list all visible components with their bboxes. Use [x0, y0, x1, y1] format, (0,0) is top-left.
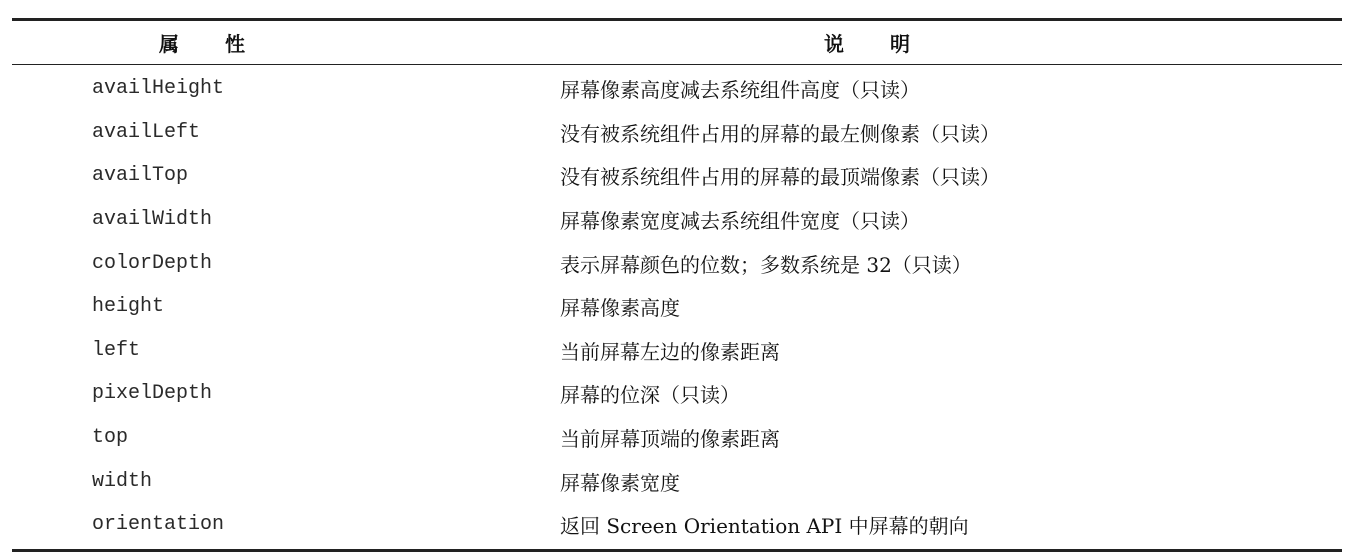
table-body — [12, 65, 1342, 547]
header-description-char-1: 说 — [824, 32, 844, 56]
table-bottom-rule — [12, 549, 1342, 552]
table-row — [12, 111, 1342, 155]
header-property — [12, 28, 392, 57]
property-description: 屏幕像素宽度减去系统组件宽度（只读） — [560, 209, 920, 234]
property-name: colorDepth — [92, 251, 213, 275]
property-description: 屏幕像素高度 — [560, 296, 680, 321]
table-header — [12, 21, 1342, 64]
property-name: availHeight — [92, 77, 225, 101]
property-name: availWidth — [92, 208, 213, 232]
table-row — [12, 154, 1342, 198]
table-row — [12, 416, 1342, 460]
property-name: left — [92, 338, 141, 362]
header-description — [392, 28, 1342, 57]
table-row — [12, 241, 1342, 285]
table-row — [12, 459, 1342, 503]
property-name: width — [92, 469, 153, 493]
property-description: 当前屏幕左边的像素距离 — [560, 339, 780, 364]
property-name: pixelDepth — [92, 382, 213, 406]
property-name: top — [92, 426, 129, 450]
property-description: 屏幕的位深（只读） — [560, 383, 740, 408]
header-description-char-2: 明 — [890, 32, 910, 56]
screen-properties-table — [12, 18, 1342, 552]
table-row — [12, 503, 1342, 547]
property-name: height — [92, 295, 165, 319]
property-description: 没有被系统组件占用的屏幕的最左侧像素（只读） — [560, 121, 1000, 146]
header-property-char-1: 属 — [159, 32, 179, 56]
property-description: 表示屏幕颜色的位数；多数系统是 32（只读） — [560, 252, 972, 277]
table-row — [12, 285, 1342, 329]
table-row — [12, 329, 1342, 373]
property-description: 返回 Screen Orientation API 中屏幕的朝向 — [560, 514, 969, 539]
property-description: 没有被系统组件占用的屏幕的最顶端像素（只读） — [560, 165, 1000, 190]
table-row — [12, 67, 1342, 111]
table-row — [12, 198, 1342, 242]
property-name: orientation — [92, 513, 225, 537]
property-description: 当前屏幕顶端的像素距离 — [560, 427, 780, 452]
property-name: availTop — [92, 164, 189, 188]
property-description: 屏幕像素宽度 — [560, 470, 680, 495]
header-property-char-2: 性 — [225, 32, 245, 56]
property-name: availLeft — [92, 120, 201, 144]
property-description: 屏幕像素高度减去系统组件高度（只读） — [560, 78, 920, 103]
table-row — [12, 372, 1342, 416]
